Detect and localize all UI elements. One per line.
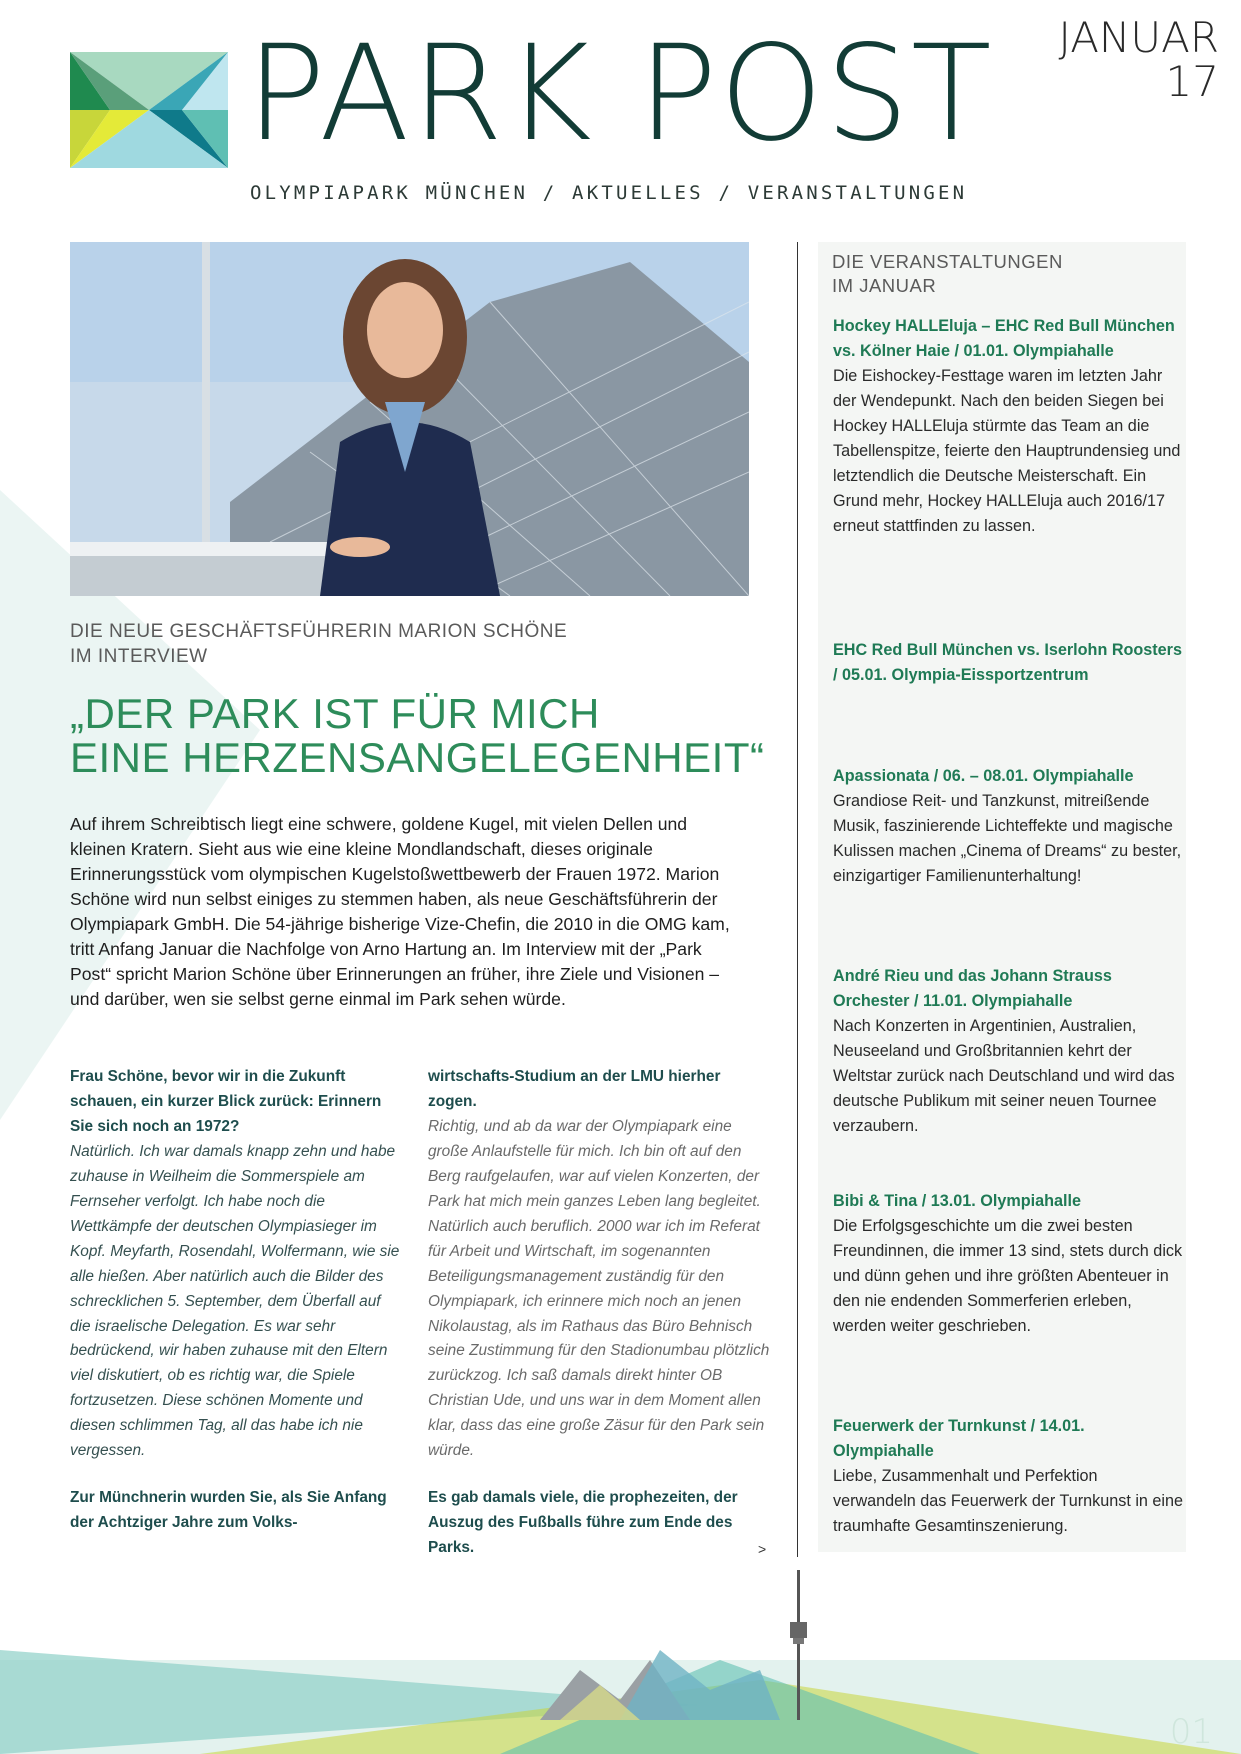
event-item <box>833 638 1183 688</box>
issue-year: 17 <box>1165 57 1219 107</box>
event-item <box>833 1189 1183 1339</box>
answer-1: Natürlich. Ich war damals knapp zehn und habe zuhause in Weilheim die Sommerspiele am Fernseher verfolgt. Ich habe noch die Wettkämpfe der deutschen Olympiasieger im Kopf. Meyfarth, Rosendahl, Wolfermann, wie sie alle hießen. Aber natürlich auch die Bilder des schrecklichen 5. September, dem Überfall auf die israelische Delegation. Es war sehr bedrückend, wir haben zuhause mit den Eltern viel diskutiert, ob es richtig war, die Spiele fortzusetzen. Diese schönen Momente und diesen schlimmen Tag, all das habe ich nie vergessen. <box>70 1142 400 1460</box>
answer-2: Richtig, und ab da war der Olympiapark eine große Anlaufstelle für mich. Ich bin oft auf den Berg raufgelaufen, war auf vielen Konzerten, der Park hat mich mein ganzes Leben lang begleitet. Natürlich auch beruflich. 2000 war ich im Referat für Arbeit und Wirtschaft, im sogenannten Beteiligungsmanagement zuständig für den Olympiapark, ich erinnere mich noch an jenen Nikolaustag, als im Rathaus das Büro Behnisch seine Zustimmung für den Stadionumbau plötzlich zurückzog. Ich saß damals direkt hinter OB Christian Ude, und uns war in dem Moment allen klar, dass das eine große Zäsur für den Park sein würde. <box>428 1117 770 1460</box>
events-heading-line-1: DIE VERANSTALTUNGEN <box>832 251 1063 272</box>
event-text: Liebe, Zusammenhalt und Perfektion verwandeln das Feuerwerk der Turnkunst in eine traumhafte Gesamtinszenierung. <box>833 1466 1184 1535</box>
event-text: Die Eishockey-Festtage waren im letzten Jahr der Wendepunkt. Nach den beiden Siegen bei Hockey HALLEluja stürmte das Team an die Tabellenspitze, feierte den Hauptrundensieg und letztendlich die Deutsche Meisterschaft. Ein Grund mehr, Hockey HALLEluja auch 2016/17 erneut stattfinden zu lassen. <box>833 366 1181 535</box>
event-title: Apassionata / 06. – 08.01. Olympiahalle <box>833 767 1134 785</box>
events-heading-line-2: IM JANUAR <box>832 275 937 297</box>
article-lead: Auf ihrem Schreibtisch liegt eine schwere, goldene Kugel, mit vielen Dellen und kleinen Kratern. Sieht aus wie eine kleine Mondlandschaft, dieses originale Erinnerungsstück vom olympischen Kugelstoßwettbewerb der Frauen 1972. Marion Schöne wird nun selbst einiges zu stemmen haben, als neue Geschäftsführerin der Olympiapark GmbH. Die 54-jährige bisherige Vize-Chefin, die 2010 in die OMG kam, tritt Anfang Januar die Nachfolge von Arno Hartung an. Im Interview mit der „Park Post“ spricht Marion Schöne über Erinnerungen an früher, ihre Ziele und Visionen – und darüber, wen sie selbst gerne einmal im Park sehen würde. <box>70 814 730 1009</box>
headline-line-2: EINE HERZENSANGELEGENHEIT“ <box>70 734 765 782</box>
event-title: Feuerwerk der Turnkunst / 14.01. Olympiahalle <box>833 1417 1085 1460</box>
masthead-subtitle: OLYMPIAPARK MÜNCHEN / AKTUELLES / VERANSTALTUNGEN <box>250 182 968 204</box>
event-title: Hockey HALLEluja – EHC Red Bull München vs. Kölner Haie / 01.01. Olympiahalle <box>833 317 1175 360</box>
masthead-title: PARK POST <box>246 17 994 171</box>
event-text: Nach Konzerten in Argentinien, Australien, Neuseeland und Großbritannien kehrt der Weltstar zurück nach Deutschland und wird das deutsche Publikum mit seiner neuen Tournee verzaubern. <box>833 1016 1175 1135</box>
column-divider <box>797 242 798 1557</box>
article-headline <box>70 692 790 780</box>
issue-date <box>1058 13 1219 107</box>
kicker-line-1: DIE NEUE GESCHÄFTSFÜHRERIN MARION SCHÖNE <box>70 621 568 642</box>
continue-arrow[interactable]: > <box>758 1541 767 1557</box>
event-title: EHC Red Bull München vs. Iserlohn Roosters / 05.01. Olympia-Eissportzentrum <box>833 641 1182 684</box>
headline-line-1: „DER PARK IST FÜR MICH <box>70 690 600 737</box>
question-2: Zur Münchnerin wurden Sie, als Sie Anfang der Achtziger Jahre zum Volks- <box>70 1489 387 1532</box>
question-1: Frau Schöne, bevor wir in die Zukunft schauen, ein kurzer Blick zurück: Erinnern Sie sich noch an 1972? <box>70 1068 382 1135</box>
article-kicker <box>70 620 710 669</box>
event-item <box>833 314 1183 538</box>
event-text: Grandiose Reit- und Tanzkunst, mitreißende Musik, faszinierende Lichteffekte und magische Kulissen machen „Cinema of Dreams“ zu bester, einzigartiger Familienunterhaltung! <box>833 791 1182 885</box>
event-title: André Rieu und das Johann Strauss Orchester / 11.01. Olympiahalle <box>833 967 1112 1010</box>
question-3: Es gab damals viele, die prophezeiten, der Auszug des Fußballs führe zum Ende des Parks. <box>428 1489 738 1557</box>
olympic-tower-illustration <box>540 1570 840 1720</box>
event-text: Die Erfolgsgeschichte um die zwei besten Freundinnen, die immer 13 sind, stets durch dick und dünn gehen und ihre größten Abenteuer in den nie endenden Sommerferien erleben, werden weiter geschrieben. <box>833 1216 1183 1335</box>
issue-month: JANUAR <box>1058 13 1219 62</box>
event-item <box>833 1414 1183 1539</box>
event-title: Bibi & Tina / 13.01. Olympiahalle <box>833 1192 1081 1210</box>
event-item <box>833 964 1183 1139</box>
event-item <box>833 764 1183 889</box>
park-post-logo <box>70 52 228 168</box>
kicker-line-2: IM INTERVIEW <box>70 645 208 667</box>
interview-column-2 <box>428 1065 773 1561</box>
page-number: 01 <box>1169 1712 1213 1752</box>
events-heading <box>832 250 1063 298</box>
interview-column-1 <box>70 1065 405 1536</box>
question-2-continued: wirtschafts-Studium an der LMU hierher zogen. <box>428 1068 721 1110</box>
portrait-photo <box>70 242 749 596</box>
